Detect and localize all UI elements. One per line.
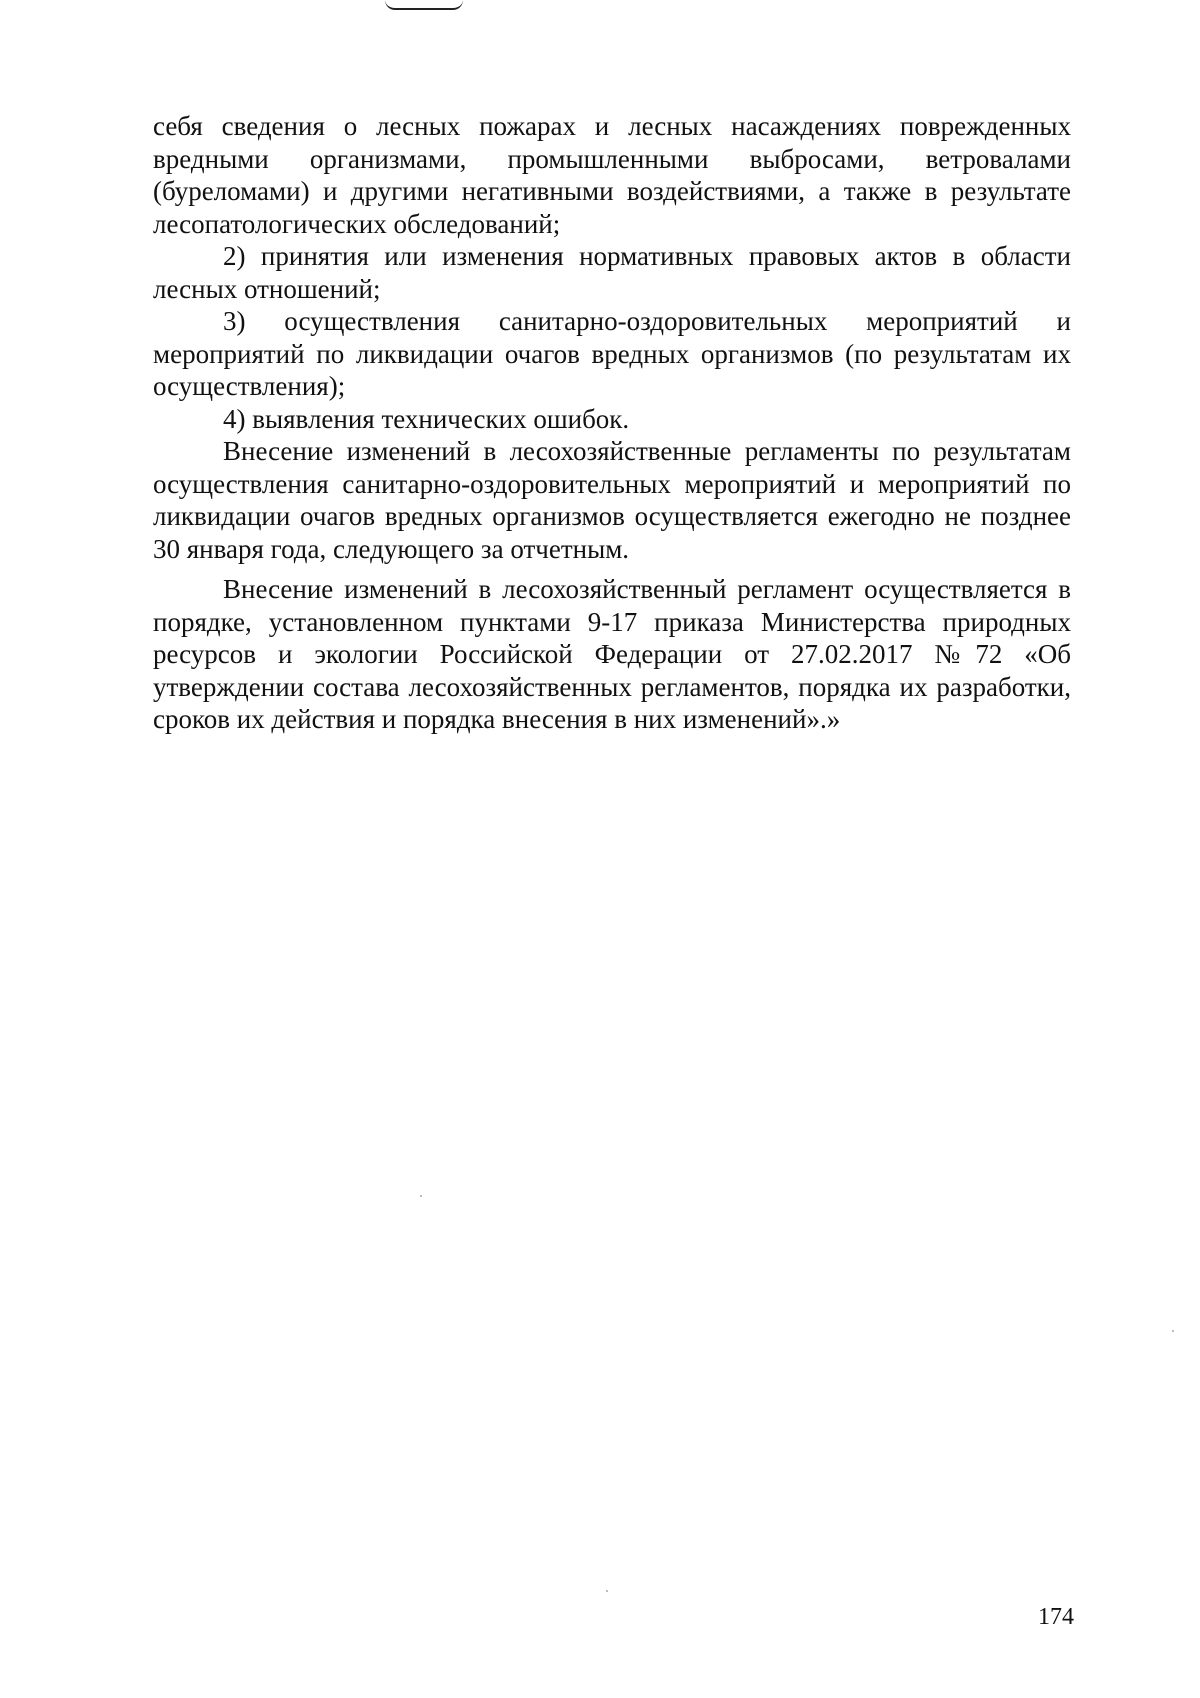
paragraph-procedure: Внесение изменений в лесохозяйственный регламент осуществляется в порядке, установленном пунктами 9-17 приказа Министерства природных ресурсов и экологии Российской Федерации от 27.02.2017 №72 «Об утверждении состава лесохозяйственных регламентов, порядка их разработки, сроков их действия и порядка внесения в них изменений».» [153, 574, 1071, 734]
paragraph-item-3: 3) осуществления санитарно-оздоровительных мероприятий и мероприятий по ликвидации очагов вредных организмов (по результатам их осуществления); [153, 306, 1071, 401]
body-text [153, 110, 1071, 736]
scan-speck [1172, 1330, 1174, 1332]
page-number: 174 [1038, 1604, 1074, 1630]
paragraph-item-4: 4) выявления технических ошибок. [223, 403, 630, 434]
scan-mark [385, 0, 463, 10]
paragraph-continuation: себя сведения о лесных пожарах и лесных насаждениях поврежденных вредными организмами, промышленными выбросами, ветровалами (буреломами) и другими негативными воздействиями, а также в результате лесопатологических обследований; [153, 111, 1071, 239]
scan-speck [420, 1195, 422, 1197]
paragraph-item-2: 2) принятия или изменения нормативных правовых актов в области лесных отношений; [153, 241, 1071, 304]
paragraph-annual-changes: Внесение изменений в лесохозяйственные регламенты по результатам осуществления санитарно-оздоровительных мероприятий и мероприятий по ликвидации очагов вредных организмов осуществляется ежегодно не позднее 30 января года, следующего за отчетным. [153, 436, 1071, 564]
scan-speck [606, 1590, 608, 1592]
